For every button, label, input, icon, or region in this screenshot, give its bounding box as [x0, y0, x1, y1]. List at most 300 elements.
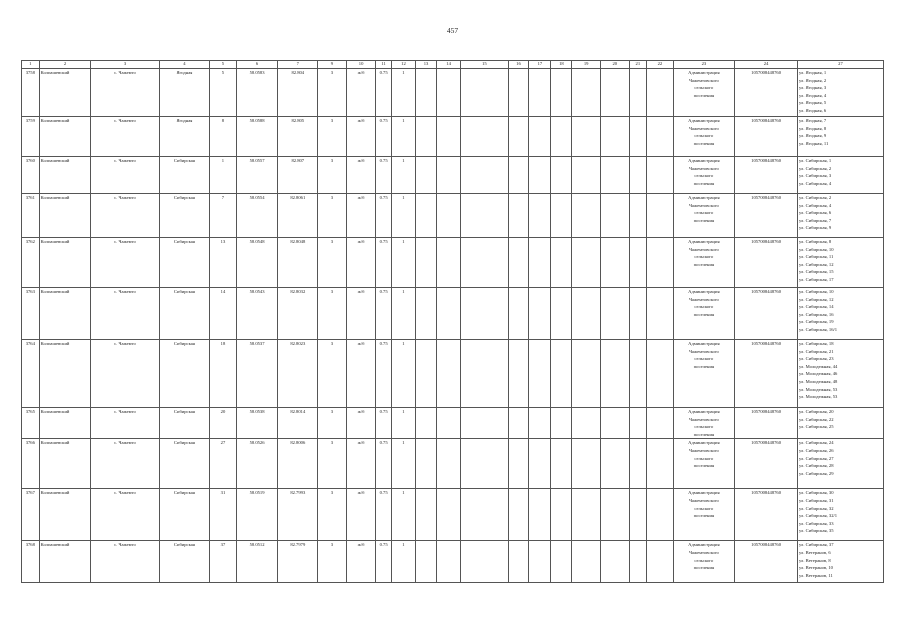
- cell-empty: [508, 157, 529, 194]
- org-line: поселения: [693, 311, 715, 317]
- cell-empty: [461, 194, 508, 238]
- cell-district: Колпашевский: [39, 340, 91, 408]
- cell-vol: 0.75: [376, 541, 391, 583]
- cell-street: Сибирская: [159, 541, 210, 583]
- org-line: Администрация: [688, 239, 720, 244]
- cell-house: 37: [210, 541, 236, 583]
- cell-empty: [629, 439, 647, 489]
- cell-vol: 0.75: [376, 489, 391, 541]
- cell-empty: [508, 69, 529, 117]
- cell-empty: [551, 238, 572, 288]
- cell-empty: [629, 69, 647, 117]
- cell-org: [673, 117, 735, 157]
- cell-empty: [436, 340, 460, 408]
- cell-org: [673, 439, 735, 489]
- address-line: ул. Сибирская, 28: [798, 463, 834, 469]
- cell-lat: 58.0548: [236, 238, 278, 288]
- cell-empty: [529, 194, 551, 238]
- cell-empty: [416, 238, 437, 288]
- cell-empty: [508, 541, 529, 583]
- cell-house: 27: [210, 439, 236, 489]
- cell-cnt: 1: [391, 439, 415, 489]
- cell-empty: [600, 238, 629, 288]
- cell-house: 8: [210, 117, 236, 157]
- cell-empty: [572, 157, 601, 194]
- header-cell: 11: [376, 61, 391, 69]
- header-cell: 13: [416, 61, 437, 69]
- cell-org: [673, 238, 735, 288]
- cell-mat: ж/б: [346, 439, 376, 489]
- cell-street: Сибирская: [159, 408, 210, 439]
- cell-vol: 0.75: [376, 194, 391, 238]
- header-cell: 6: [236, 61, 278, 69]
- cell-n: 3: [318, 439, 347, 489]
- cell-addresses: [797, 288, 883, 340]
- org-line: Чажемтовского: [688, 447, 719, 453]
- cell-settlement: с. Чажемто: [91, 194, 159, 238]
- table-row: [22, 408, 884, 439]
- address-line: ул. Сибирская, 24: [798, 440, 834, 446]
- header-cell: 19: [572, 61, 601, 69]
- cell-empty: [436, 117, 460, 157]
- cell-empty: [551, 194, 572, 238]
- cell-cnt: 1: [391, 541, 415, 583]
- address-line: ул. Сибирская, 12: [798, 261, 834, 267]
- org-line: Чажемтовского: [688, 125, 719, 131]
- cell-empty: [572, 340, 601, 408]
- address-line: ул. Ветеранов, 8: [798, 557, 831, 563]
- cell-lat: 58.0538: [236, 408, 278, 439]
- org-line: Администрация: [688, 341, 720, 346]
- cell-ogrn: 1057008448760: [735, 69, 798, 117]
- address-line: ул. Ягодная, 1: [798, 70, 827, 75]
- cell-n: 3: [318, 340, 347, 408]
- cell-empty: [629, 408, 647, 439]
- cell-lon: 82.8014: [278, 408, 318, 439]
- cell-house: 18: [210, 340, 236, 408]
- cell-ogrn: 1057008448760: [735, 408, 798, 439]
- org-line: сельского: [694, 85, 714, 91]
- cell-empty: [647, 340, 673, 408]
- cell-street: Ягодная: [159, 117, 210, 157]
- cell-empty: [436, 541, 460, 583]
- cell-empty: [436, 439, 460, 489]
- cell-lon: 82.804: [278, 69, 318, 117]
- cell-house: 20: [210, 408, 236, 439]
- org-line: сельского: [694, 356, 714, 362]
- header-cell: 7: [278, 61, 318, 69]
- address-line: ул. Сибирская, 20: [798, 409, 834, 414]
- cell-house: 7: [210, 194, 236, 238]
- cell-house: 31: [210, 489, 236, 541]
- address-line: ул. Сибирская, 10: [798, 246, 834, 252]
- address-line: ул. Сибирская, 26: [798, 447, 834, 453]
- header-cell: 20: [600, 61, 629, 69]
- cell-id: 3763: [22, 288, 40, 340]
- cell-cnt: 1: [391, 340, 415, 408]
- cell-id: 3768: [22, 541, 40, 583]
- cell-ogrn: 1057008448760: [735, 157, 798, 194]
- table-row: [22, 194, 884, 238]
- cell-empty: [551, 408, 572, 439]
- address-line: ул. Сибирская, 16/1: [798, 326, 838, 332]
- org-line: сельского: [694, 505, 714, 511]
- cell-empty: [416, 288, 437, 340]
- cell-empty: [461, 439, 508, 489]
- org-line: Администрация: [688, 195, 720, 200]
- cell-empty: [461, 69, 508, 117]
- cell-id: 3765: [22, 408, 40, 439]
- org-line: сельского: [694, 304, 714, 310]
- address-line: ул. Ягодная, 3: [798, 85, 827, 91]
- cell-empty: [600, 439, 629, 489]
- cell-empty: [461, 340, 508, 408]
- cell-addresses: [797, 439, 883, 489]
- cell-district: Колпашевский: [39, 541, 91, 583]
- cell-empty: [529, 408, 551, 439]
- cell-ogrn: 1057008448760: [735, 489, 798, 541]
- cell-district: Колпашевский: [39, 194, 91, 238]
- cell-empty: [416, 489, 437, 541]
- cell-empty: [529, 69, 551, 117]
- cell-empty: [436, 408, 460, 439]
- cell-org: [673, 157, 735, 194]
- cell-empty: [529, 489, 551, 541]
- address-line: ул. Молодежная, 53: [798, 394, 838, 400]
- org-line: Чажемтовского: [688, 348, 719, 354]
- cell-district: Колпашевский: [39, 288, 91, 340]
- cell-id: 3767: [22, 489, 40, 541]
- address-line: ул. Ветеранов, 11: [798, 572, 833, 578]
- header-row: [22, 61, 884, 69]
- cell-district: Колпашевский: [39, 117, 91, 157]
- cell-empty: [600, 157, 629, 194]
- cell-org: [673, 541, 735, 583]
- table-body: [22, 61, 884, 583]
- page-number: 457: [446, 26, 459, 35]
- address-line: ул. Сибирская, 30: [798, 490, 834, 496]
- cell-lon: 82.7979: [278, 541, 318, 583]
- cell-empty: [647, 238, 673, 288]
- cell-vol: 0.75: [376, 340, 391, 408]
- cell-empty: [529, 157, 551, 194]
- address-line: ул. Сибирская, 3: [798, 173, 832, 179]
- cell-empty: [416, 69, 437, 117]
- address-line: ул. Сибирская, 2: [798, 165, 832, 171]
- cell-empty: [508, 340, 529, 408]
- cell-settlement: с. Чажемто: [91, 541, 159, 583]
- table-row: [22, 340, 884, 408]
- org-line: Администрация: [688, 490, 720, 496]
- cell-empty: [508, 489, 529, 541]
- address-line: ул. Сибирская, 4: [798, 202, 832, 208]
- cell-lat: 58.0519: [236, 489, 278, 541]
- address-line: ул. Ягодная, 6: [798, 107, 827, 113]
- cell-cnt: 1: [391, 69, 415, 117]
- cell-empty: [647, 117, 673, 157]
- cell-settlement: с. Чажемто: [91, 69, 159, 117]
- org-line: поселения: [693, 180, 715, 186]
- cell-empty: [600, 69, 629, 117]
- cell-settlement: с. Чажемто: [91, 117, 159, 157]
- cell-addresses: [797, 194, 883, 238]
- org-line: Администрация: [688, 158, 720, 163]
- cell-id: 3760: [22, 157, 40, 194]
- cell-vol: 0.75: [376, 408, 391, 439]
- header-cell: 10: [346, 61, 376, 69]
- address-line: ул. Ягодная, 7: [798, 118, 827, 123]
- address-line: ул. Сибирская, 23: [798, 356, 834, 362]
- cell-vol: 0.75: [376, 117, 391, 157]
- cell-district: Колпашевский: [39, 157, 91, 194]
- cell-mat: ж/б: [346, 69, 376, 117]
- cell-mat: ж/б: [346, 489, 376, 541]
- registry-table: [21, 60, 884, 583]
- cell-empty: [436, 238, 460, 288]
- cell-settlement: с. Чажемто: [91, 408, 159, 439]
- table-row: [22, 238, 884, 288]
- cell-id: 3759: [22, 117, 40, 157]
- org-line: Администрация: [688, 409, 720, 414]
- org-line: сельского: [694, 254, 714, 260]
- cell-empty: [508, 408, 529, 439]
- cell-lat: 58.0554: [236, 194, 278, 238]
- table-row: [22, 69, 884, 117]
- org-line: Администрация: [688, 118, 720, 123]
- cell-vol: 0.75: [376, 288, 391, 340]
- org-line: Чажемтовского: [688, 549, 719, 555]
- cell-cnt: 1: [391, 288, 415, 340]
- cell-empty: [572, 117, 601, 157]
- org-line: Чажемтовского: [688, 497, 719, 503]
- cell-empty: [416, 157, 437, 194]
- cell-vol: 0.75: [376, 238, 391, 288]
- address-line: ул. Сибирская, 14: [798, 304, 834, 310]
- cell-mat: ж/б: [346, 238, 376, 288]
- cell-empty: [572, 69, 601, 117]
- cell-lat: 58.0557: [236, 157, 278, 194]
- cell-empty: [508, 117, 529, 157]
- org-line: сельского: [694, 133, 714, 139]
- header-cell: 17: [529, 61, 551, 69]
- org-line: поселения: [693, 431, 715, 437]
- cell-settlement: с. Чажемто: [91, 157, 159, 194]
- header-cell: 21: [629, 61, 647, 69]
- address-line: ул. Сибирская, 2: [798, 195, 832, 200]
- cell-empty: [416, 117, 437, 157]
- cell-district: Колпашевский: [39, 408, 91, 439]
- cell-n: 3: [318, 541, 347, 583]
- cell-cnt: 1: [391, 489, 415, 541]
- cell-lon: 82.8006: [278, 439, 318, 489]
- cell-org: [673, 340, 735, 408]
- cell-empty: [508, 238, 529, 288]
- address-line: ул. Ягодная, 11: [798, 140, 829, 146]
- cell-lon: 82.8061: [278, 194, 318, 238]
- org-line: Администрация: [688, 542, 720, 548]
- cell-empty: [572, 408, 601, 439]
- cell-n: 3: [318, 489, 347, 541]
- org-line: Чажемтовского: [688, 202, 719, 208]
- cell-empty: [647, 439, 673, 489]
- cell-cnt: 1: [391, 157, 415, 194]
- header-cell: 22: [647, 61, 673, 69]
- cell-lat: 58.0543: [236, 288, 278, 340]
- header-cell: 1: [22, 61, 40, 69]
- address-line: ул. Сибирская, 8: [798, 239, 832, 244]
- org-line: поселения: [693, 140, 715, 146]
- address-line: ул. Ягодная, 2: [798, 77, 827, 83]
- address-line: ул. Ягодная, 4: [798, 92, 827, 98]
- cell-id: 3764: [22, 340, 40, 408]
- cell-empty: [647, 288, 673, 340]
- cell-mat: ж/б: [346, 194, 376, 238]
- address-line: ул. Ягодная, 8: [798, 125, 827, 131]
- cell-empty: [629, 157, 647, 194]
- cell-empty: [508, 194, 529, 238]
- cell-empty: [551, 157, 572, 194]
- address-line: ул. Сибирская, 9: [798, 225, 832, 231]
- cell-street: Сибирская: [159, 238, 210, 288]
- header-cell: 5: [210, 61, 236, 69]
- table-row: [22, 439, 884, 489]
- cell-empty: [436, 69, 460, 117]
- address-line: ул. Сибирская, 1: [798, 158, 832, 163]
- cell-empty: [436, 489, 460, 541]
- cell-district: Колпашевский: [39, 489, 91, 541]
- address-line: ул. Сибирская, 35: [798, 528, 834, 534]
- cell-empty: [647, 69, 673, 117]
- address-line: ул. Сибирская, 33: [798, 520, 834, 526]
- cell-street: Сибирская: [159, 439, 210, 489]
- cell-lon: 82.7993: [278, 489, 318, 541]
- cell-empty: [647, 157, 673, 194]
- cell-empty: [551, 489, 572, 541]
- cell-vol: 0.75: [376, 69, 391, 117]
- address-line: ул. Сибирская, 22: [798, 416, 834, 422]
- cell-cnt: 1: [391, 194, 415, 238]
- cell-street: Сибирская: [159, 340, 210, 408]
- cell-id: 3766: [22, 439, 40, 489]
- header-cell: 14: [436, 61, 460, 69]
- cell-empty: [416, 194, 437, 238]
- cell-house: 14: [210, 288, 236, 340]
- cell-empty: [529, 288, 551, 340]
- address-line: ул. Сибирская, 15: [798, 269, 834, 275]
- cell-empty: [551, 69, 572, 117]
- org-line: поселения: [693, 363, 715, 369]
- cell-empty: [629, 288, 647, 340]
- header-cell: 24: [735, 61, 798, 69]
- org-line: поселения: [693, 261, 715, 267]
- cell-empty: [572, 288, 601, 340]
- cell-empty: [629, 340, 647, 408]
- cell-settlement: с. Чажемто: [91, 489, 159, 541]
- cell-house: 13: [210, 238, 236, 288]
- cell-empty: [461, 157, 508, 194]
- cell-empty: [600, 340, 629, 408]
- cell-empty: [529, 117, 551, 157]
- cell-addresses: [797, 69, 883, 117]
- cell-district: Колпашевский: [39, 69, 91, 117]
- org-line: сельского: [694, 173, 714, 179]
- cell-mat: ж/б: [346, 157, 376, 194]
- address-line: ул. Сибирская, 32/1: [798, 513, 838, 519]
- cell-lon: 82.805: [278, 117, 318, 157]
- address-line: ул. Сибирская, 10: [798, 289, 834, 294]
- address-line: ул. Сибирская, 37: [798, 542, 834, 548]
- cell-street: Сибирская: [159, 157, 210, 194]
- cell-mat: ж/б: [346, 117, 376, 157]
- cell-empty: [416, 408, 437, 439]
- cell-empty: [647, 489, 673, 541]
- cell-empty: [436, 194, 460, 238]
- org-line: сельского: [694, 557, 714, 563]
- address-line: ул. Сибирская, 18: [798, 341, 834, 346]
- table-row: [22, 288, 884, 340]
- header-cell: 16: [508, 61, 529, 69]
- address-line: ул. Сибирская, 25: [798, 424, 834, 430]
- address-line: ул. Сибирская, 29: [798, 470, 834, 476]
- cell-empty: [461, 541, 508, 583]
- cell-settlement: с. Чажемто: [91, 439, 159, 489]
- cell-house: 5: [210, 69, 236, 117]
- cell-empty: [461, 408, 508, 439]
- header-cell: 3: [91, 61, 159, 69]
- cell-empty: [551, 117, 572, 157]
- cell-org: [673, 288, 735, 340]
- cell-addresses: [797, 408, 883, 439]
- cell-lat: 58.0588: [236, 117, 278, 157]
- cell-id: 3761: [22, 194, 40, 238]
- cell-empty: [551, 439, 572, 489]
- cell-mat: ж/б: [346, 340, 376, 408]
- cell-n: 3: [318, 117, 347, 157]
- address-line: ул. Ветеранов, 6: [798, 549, 831, 555]
- address-line: ул. Сибирская, 12: [798, 296, 834, 302]
- cell-ogrn: 1057008448760: [735, 238, 798, 288]
- table-row: [22, 117, 884, 157]
- org-line: Администрация: [688, 289, 720, 294]
- cell-empty: [436, 157, 460, 194]
- cell-empty: [508, 439, 529, 489]
- cell-empty: [461, 238, 508, 288]
- address-line: ул. Сибирская, 11: [798, 254, 834, 260]
- cell-empty: [600, 489, 629, 541]
- cell-lat: 58.0537: [236, 340, 278, 408]
- org-line: Чажемтовского: [688, 77, 719, 83]
- cell-empty: [508, 288, 529, 340]
- cell-empty: [416, 340, 437, 408]
- org-line: Чажемтовского: [688, 246, 719, 252]
- cell-empty: [572, 489, 601, 541]
- cell-empty: [647, 194, 673, 238]
- address-line: ул. Сибирская, 17: [798, 276, 834, 282]
- address-line: ул. Ветеранов, 10: [798, 565, 833, 571]
- cell-empty: [647, 541, 673, 583]
- org-line: Чажемтовского: [688, 296, 719, 302]
- cell-n: 3: [318, 238, 347, 288]
- cell-id: 3762: [22, 238, 40, 288]
- cell-org: [673, 194, 735, 238]
- org-line: поселения: [693, 565, 715, 571]
- address-line: ул. Сибирская, 16: [798, 311, 834, 317]
- cell-empty: [461, 489, 508, 541]
- cell-lon: 82.8023: [278, 340, 318, 408]
- table-row: [22, 541, 884, 583]
- org-line: Администрация: [688, 70, 720, 75]
- address-line: ул. Сибирская, 19: [798, 319, 834, 325]
